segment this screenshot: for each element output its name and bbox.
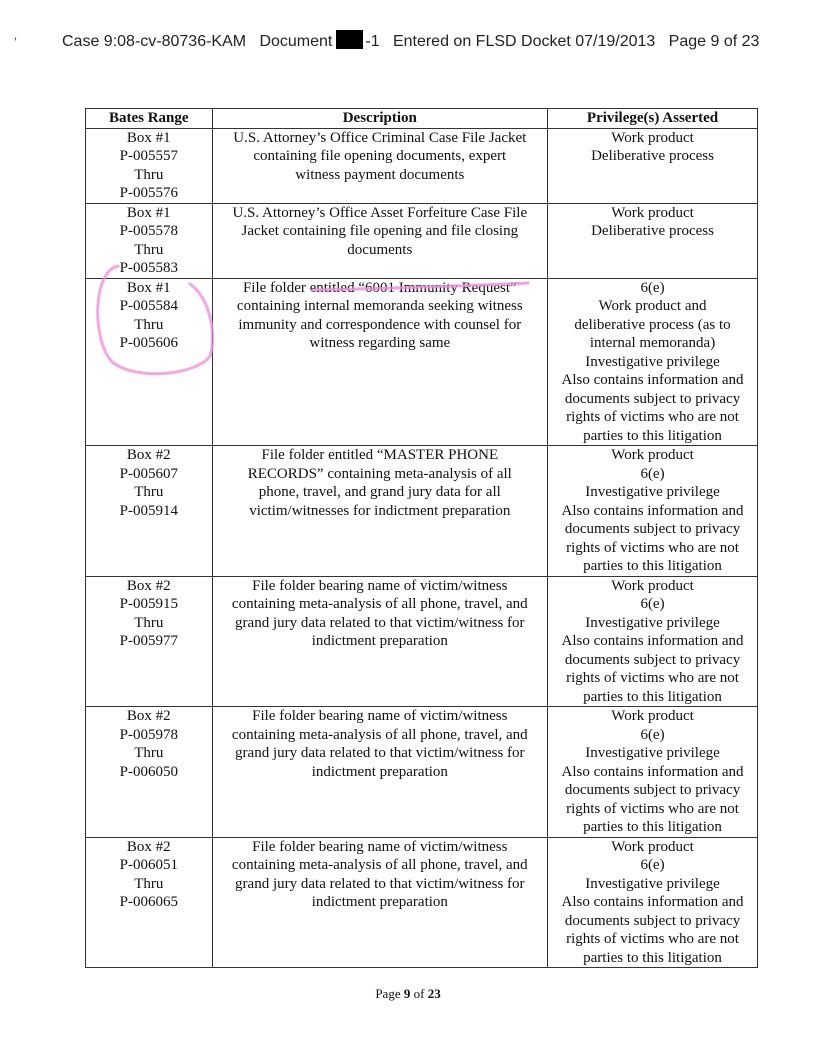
description-line: U.S. Attorney’s Office Asset Forfeiture Case File [232,204,528,221]
privilege-line: Also contains information and [561,894,744,910]
privilege-line: rights of victims who are not [566,670,739,686]
table-header-row [86,109,758,129]
column-header-bates: Bates Range [86,109,213,129]
description-line: containing internal memoranda seeking witness [236,298,523,314]
footer-of: of [413,986,425,1001]
privilege-line: rights of victims who are not [566,409,739,425]
description-line: containing meta-analysis of all phone, travel, and [231,857,528,873]
header-page-number: Page 9 of 23 [668,33,760,50]
privilege-line: internal memoranda) [589,335,716,351]
privilege-line: 6(e) [640,726,665,743]
bates-line: P-005584 [119,298,178,314]
privilege-line: Work product [611,577,694,594]
description-cell [212,128,547,203]
description-line: indictment preparation [311,763,448,780]
bates-line: Box #1 [126,204,171,221]
entered-on-docket: Entered on FLSD Docket 07/19/2013 [392,33,656,50]
description-line: File folder bearing name of victim/witness [252,838,508,855]
description-line: File folder entitled “6001 Immunity Request” [242,279,517,296]
description-line: File folder bearing name of victim/witness [252,577,508,594]
description-line: containing meta-analysis of all phone, travel, and [231,726,528,743]
bates-line: Thru [134,745,164,761]
table-row [86,837,758,968]
description-cell [212,278,547,446]
privilege-line: Deliberative process [591,148,714,164]
table-row [86,446,758,577]
description-line: containing file opening documents, expert [253,148,507,164]
footer-page: 9 [403,986,411,1001]
description-line: File folder bearing name of victim/witness [252,708,508,724]
bates-line: P-005978 [119,726,178,743]
footer-total: 23 [427,986,441,1001]
redaction-box [336,30,363,49]
table-body [86,128,758,968]
bates-cell [86,128,213,203]
privilege-line: Investigative privilege [585,353,720,370]
bates-line: Thru [134,166,164,183]
description-line: Jacket containing file opening and file closing [241,223,519,239]
privileges-cell [548,446,758,577]
bates-line: P-005606 [119,335,178,351]
privilege-line: Investigative privilege [585,745,720,761]
margin-mark: , [14,30,18,42]
privilege-line: Work product [611,129,694,146]
privilege-line: 6(e) [640,279,665,296]
bates-cell [86,576,213,707]
bates-line: Box #1 [126,279,171,296]
privilege-line: rights of victims who are not [566,931,739,947]
bates-line: Box #2 [126,577,171,594]
description-line: indictment preparation [311,894,448,910]
table-row [86,576,758,707]
bates-line: Thru [134,484,164,500]
description-line: File folder entitled “MASTER PHONE [261,447,499,463]
privilege-log-table [85,108,758,968]
privileges-cell [548,203,758,278]
column-header-description: Description [212,109,547,129]
bates-line: P-005583 [119,260,178,276]
bates-cell [86,707,213,838]
privileges-cell [548,576,758,707]
description-line: containing meta-analysis of all phone, travel, and [231,596,528,612]
bates-line: P-006050 [119,763,178,780]
privilege-line: Work product [611,838,694,855]
privilege-line: Work product [611,447,694,463]
privilege-line: parties to this litigation [583,949,722,966]
description-cell [212,203,547,278]
bates-line: Thru [134,241,164,258]
description-line: grand jury data related to that victim/witness for [235,745,525,761]
description-line: indictment preparation [311,633,448,649]
privilege-line: rights of victims who are not [566,539,739,556]
bates-cell [86,203,213,278]
description-line: witness regarding same [309,335,451,351]
privileges-cell [548,837,758,968]
privilege-line: Work product [611,708,694,724]
bates-line: Thru [134,316,164,333]
privilege-line: documents subject to privacy [564,912,741,929]
privilege-line: deliberative process (as to [574,316,731,333]
table-row [86,203,758,278]
description-line: documents [347,241,413,258]
privilege-line: documents subject to privacy [564,521,741,537]
bates-cell [86,837,213,968]
bates-cell [86,278,213,446]
description-line: grand jury data related to that victim/witness for [235,614,525,631]
description-line: immunity and correspondence with counsel for [238,316,522,333]
header-line [62,30,759,51]
bates-line: Box #1 [126,129,171,146]
bates-line: Box #2 [126,708,171,724]
bates-line: Thru [134,875,164,892]
privilege-line: rights of victims who are not [566,800,739,817]
bates-line: P-005576 [119,185,178,201]
description-line: U.S. Attorney’s Office Criminal Case File Jacket [233,129,527,146]
description-line: witness payment documents [295,166,465,183]
bates-line: P-005977 [119,633,178,649]
case-number: Case 9:08-cv-80736-KAM [62,33,247,50]
page-footer [0,986,816,1002]
privilege-line: Also contains information and [561,633,744,649]
bates-line: P-005914 [119,502,178,519]
description-line: phone, travel, and grand jury data for all [258,484,501,500]
privilege-line: Investigative privilege [585,875,720,892]
privileges-cell [548,128,758,203]
description-cell [212,837,547,968]
document-suffix: -1 [365,33,380,50]
privilege-line: Work product and [598,298,707,314]
bates-line: Thru [134,614,164,631]
privilege-line: documents subject to privacy [564,651,741,668]
bates-line: P-005578 [119,223,178,239]
privilege-line: 6(e) [640,857,665,873]
column-header-privileges: Privilege(s) Asserted [548,109,758,129]
description-line: victim/witnesses for indictment preparation [249,502,511,519]
description-cell [212,446,547,577]
privilege-line: 6(e) [640,596,665,612]
document-label: Document [259,33,333,50]
table-row [86,278,758,446]
privilege-line: parties to this litigation [583,819,722,835]
bates-line: Box #2 [126,838,171,855]
description-cell [212,707,547,838]
table-row [86,707,758,838]
bates-line: P-006051 [119,857,178,873]
privileges-cell [548,707,758,838]
privilege-line: parties to this litigation [583,688,722,705]
bates-cell [86,446,213,577]
bates-line: P-006065 [119,894,178,910]
privilege-line: parties to this litigation [583,558,722,574]
privilege-line: Also contains information and [561,372,744,388]
privilege-line: Deliberative process [591,223,714,239]
footer-prefix: Page [375,986,401,1001]
bates-line: P-005557 [119,148,178,164]
description-cell [212,576,547,707]
privilege-line: 6(e) [640,465,665,482]
bates-line: P-005607 [119,465,178,482]
privilege-line: documents subject to privacy [564,390,741,407]
privilege-line: Investigative privilege [585,614,720,631]
table-row [86,128,758,203]
privilege-line: Investigative privilege [585,484,720,500]
privilege-line: Also contains information and [561,763,744,780]
privilege-line: Also contains information and [561,502,744,519]
description-line: grand jury data related to that victim/witness for [235,875,525,892]
description-line: RECORDS” containing meta-analysis of all [247,465,512,482]
bates-line: P-005915 [119,596,178,612]
privilege-line: parties to this litigation [583,427,722,444]
bates-line: Box #2 [126,447,171,463]
privileges-cell [548,278,758,446]
privilege-line: Work product [611,204,694,221]
privilege-line: documents subject to privacy [564,782,741,798]
